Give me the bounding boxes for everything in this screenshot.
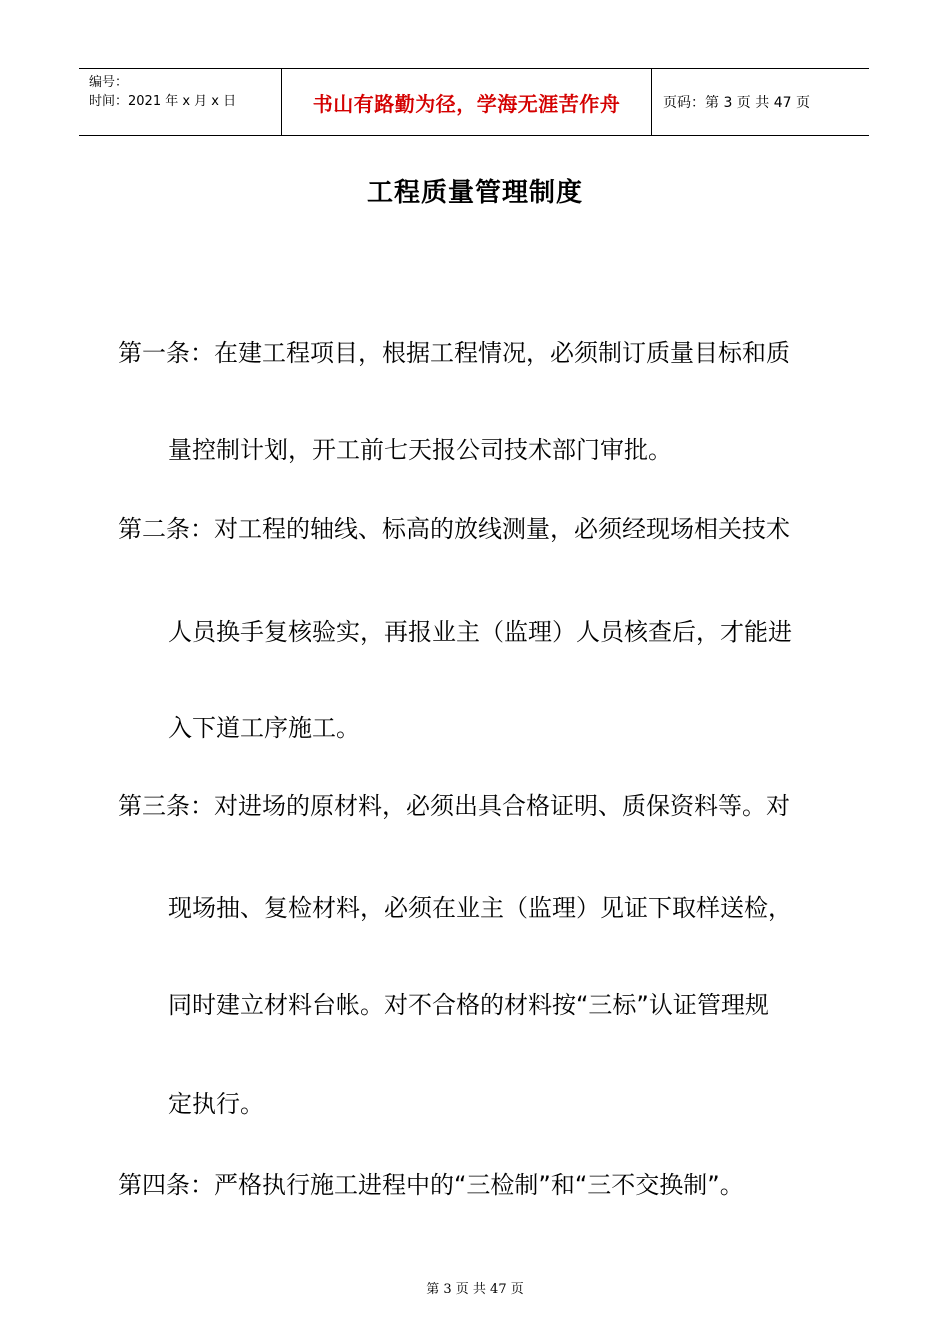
header-motto-cell bbox=[281, 69, 652, 135]
page-footer: 第 3 页 共 47 页 bbox=[426, 1282, 524, 1297]
document-title: 工程质量管理制度 bbox=[366, 178, 583, 208]
header-page-info: 页码：第 3 页 共 47 页 bbox=[663, 95, 810, 111]
article-2-line-3: 入下道工序施工。 bbox=[168, 714, 360, 742]
article-3-line-2: 现场抽、复检材料，必须在业主（监理）见证下取样送检， bbox=[168, 894, 792, 922]
article-3-line-1: 第三条：对进场的原材料，必须出具合格证明、质保资料等。对 bbox=[118, 792, 790, 820]
article-2-line-2: 人员换手复核验实，再报业主（监理）人员核查后，才能进 bbox=[168, 618, 792, 646]
article-1-line-1: 第一条：在建工程项目，根据工程情况，必须制订质量目标和质 bbox=[118, 339, 790, 367]
document-header bbox=[79, 68, 869, 136]
motto-text: 书山有路勤为径，学海无涯苦作舟 bbox=[312, 91, 621, 116]
header-page-cell bbox=[652, 69, 869, 135]
article-3-line-3: 同时建立材料台帐。对不合格的材料按“三标”认证管理规 bbox=[168, 991, 769, 1019]
article-4-line-1: 第四条：严格执行施工进程中的“三检制”和“三不交换制”。 bbox=[118, 1171, 744, 1199]
doc-date: 时间：2021 年 x 月 x 日 bbox=[89, 94, 237, 109]
article-1-line-2: 量控制计划，开工前七天报公司技术部门审批。 bbox=[168, 436, 672, 464]
article-3-line-4: 定执行。 bbox=[168, 1090, 264, 1118]
article-2-line-1: 第二条：对工程的轴线、标高的放线测量，必须经现场相关技术 bbox=[118, 515, 790, 543]
header-info-cell bbox=[79, 69, 281, 135]
doc-number-label: 编号： bbox=[89, 75, 129, 90]
